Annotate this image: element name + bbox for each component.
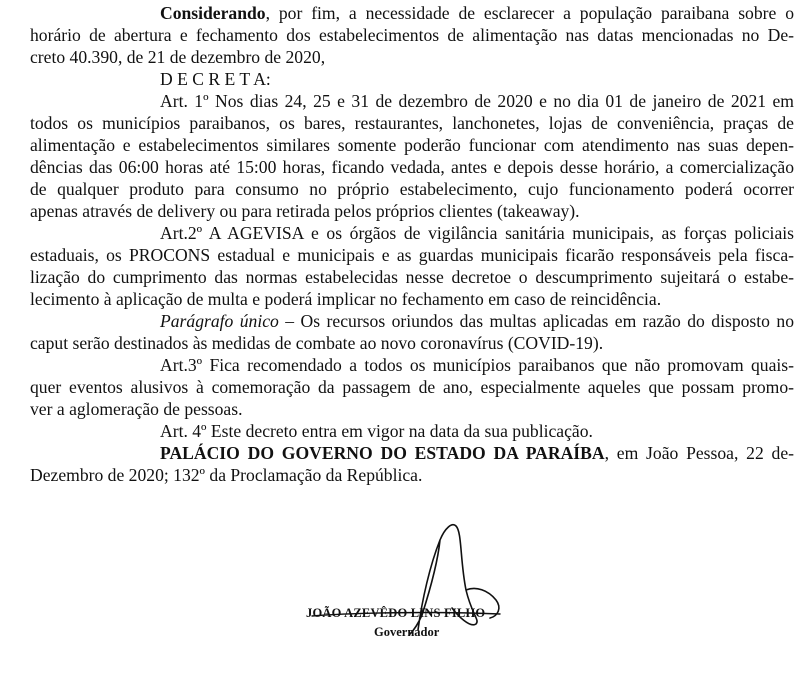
signatory-title: Governador — [374, 625, 440, 639]
decreta-heading: D E C R E T A: — [160, 69, 271, 89]
art3-line-3: ver a aglomeração de pessoas. — [30, 399, 243, 419]
palacio-line-1 — [160, 442, 794, 464]
art2-line-4: lecimento à aplicação de multa e poderá implicar no fechamento em caso de reincidência. — [30, 289, 662, 309]
art1-line-1: Art. 1º Nos dias 24, 25 e 31 de dezembro de 2020 e no dia 01 de janeiro de 2021 em — [160, 91, 794, 111]
handwritten-signature — [290, 520, 540, 670]
considerando-line-2: horário de abertura e fechamento dos estabelecimentos de alimentação nas datas mencionadas no De- — [30, 25, 794, 45]
paragrafo-unico-line-1 — [160, 310, 794, 332]
considerando-lead: Considerando — [160, 3, 266, 23]
art1-line-5: de qualquer produto para consumo no próprio estabelecimento, cujo funcionamento poderá ocorrer — [30, 179, 794, 199]
considerando-line-1 — [160, 2, 794, 24]
art1-line-2: todos os municípios paraibanos, os bares, restaurantes, lanchonetes, lojas de conveniência, praças de — [30, 113, 794, 133]
art4-line: Art. 4º Este decreto entra em vigor na data da sua publicação. — [160, 421, 593, 441]
art1-line-6: apenas através de delivery ou para retirada pelos próprios clientes (takeaway). — [30, 201, 580, 221]
art3-line-1: Art.3º Fica recomendado a todos os municípios paraibanos que não promovam quais- — [160, 355, 794, 375]
art2-line-1: Art.2º A AGEVISA e os órgãos de vigilância sanitária municipais, as forças policiais — [160, 223, 794, 243]
art3-line-2: quer eventos alusivos à comemoração da passagem de ano, especialmente aqueles que possam promo- — [30, 377, 794, 397]
palacio-line-2: Dezembro de 2020; 132º da Proclamação da República. — [30, 465, 423, 485]
art2-line-2: estaduais, os PROCONS estadual e municipais e as guardas municipais ficarão responsáveis pela fisca- — [30, 245, 794, 265]
art1-line-3: alimentação e estabelecimentos similares somente poderão funcionar com atendimento nas suas depen- — [30, 135, 794, 155]
art1-line-4: dências das 06:00 horas até 15:00 horas, ficando vedada, antes e depois desse horário, a comercialização — [30, 157, 794, 177]
paragrafo-unico-line-1-text: – Os recursos oriundos das multas aplicadas em razão do disposto no — [278, 311, 794, 331]
palacio-lead: PALÁCIO DO GOVERNO DO ESTADO DA PARAÍBA — [160, 443, 605, 463]
considerando-line-1-text: , por fim, a necessidade de esclarecer a população paraibana sobre o — [265, 3, 794, 23]
art2-line-3: lização do cumprimento das normas estabelecidas nesse decretoe o descumprimento sujeitará o estabe- — [30, 267, 794, 287]
considerando-line-3: creto 40.390, de 21 de dezembro de 2020, — [30, 47, 326, 67]
palacio-line-1-text: , em João Pessoa, 22 de- — [604, 443, 795, 463]
paragrafo-unico-lead: Parágrafo único — [160, 311, 279, 331]
signatory-name: JOÃO AZEVÊDO LINS FILHO — [306, 606, 486, 620]
paragrafo-unico-line-2: caput serão destinados às medidas de combate ao novo coronavírus (COVID-19). — [30, 333, 604, 353]
